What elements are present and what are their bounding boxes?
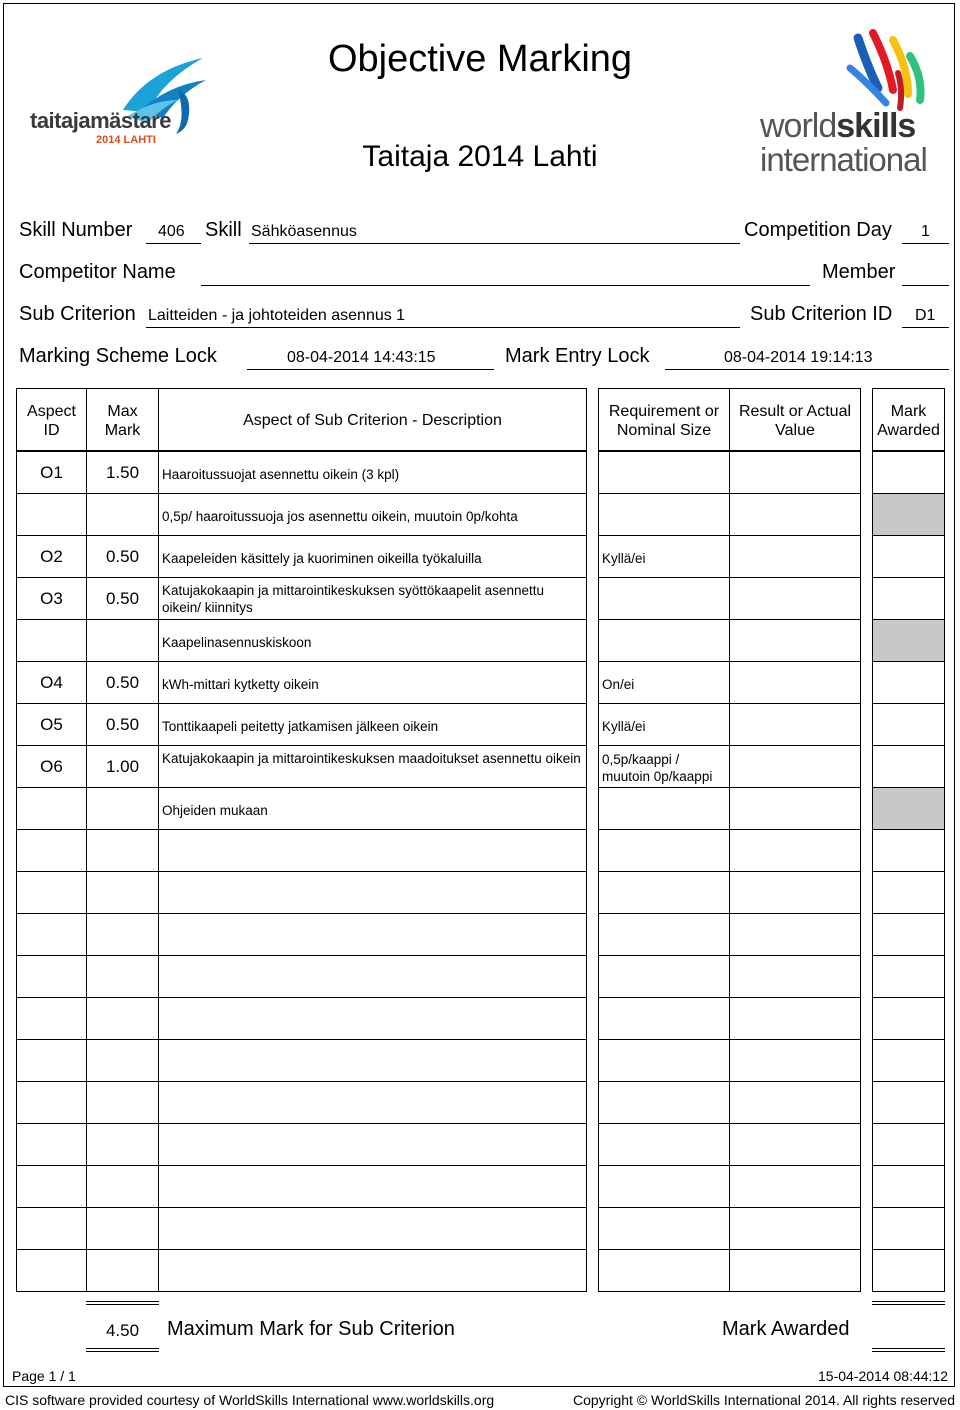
empty-row-aw-cell[interactable] bbox=[872, 913, 945, 956]
row-res-cell[interactable] bbox=[729, 535, 861, 578]
empty-row-desc-cell bbox=[158, 1039, 587, 1082]
empty-row-req-cell bbox=[598, 913, 730, 956]
taitaja-logo-sub: 2014 LAHTI bbox=[96, 134, 156, 146]
empty-row-id-cell bbox=[16, 1207, 87, 1250]
row-req-cell bbox=[598, 493, 730, 536]
row-desc-cell bbox=[158, 577, 587, 620]
header-aspect-id-line1: Aspect bbox=[27, 403, 76, 420]
empty-row-max-cell bbox=[86, 871, 159, 914]
empty-row-req-cell bbox=[598, 1207, 730, 1250]
skill-label: Skill bbox=[205, 219, 242, 241]
empty-row-id-cell bbox=[16, 1249, 87, 1292]
empty-row-id-cell bbox=[16, 1081, 87, 1124]
row-desc-cell bbox=[158, 787, 587, 830]
header-awarded bbox=[872, 388, 945, 451]
row-req-cell bbox=[598, 787, 730, 830]
empty-row-res-cell[interactable] bbox=[729, 913, 861, 956]
mark-entry-lock-label: Mark Entry Lock bbox=[505, 345, 650, 367]
row-aw-cell[interactable] bbox=[872, 451, 945, 494]
mark-entry-lock-value: 08-04-2014 19:14:13 bbox=[724, 349, 873, 366]
header-max-mark-line2: Mark bbox=[104, 422, 141, 439]
skill-underline bbox=[249, 243, 740, 244]
row-req-text: On/ei bbox=[602, 677, 635, 692]
row-max-cell bbox=[86, 661, 159, 704]
empty-row-req-cell bbox=[598, 871, 730, 914]
empty-row-res-cell[interactable] bbox=[729, 829, 861, 872]
row-max-text: 0.50 bbox=[105, 673, 140, 692]
empty-row-id-cell bbox=[16, 871, 87, 914]
empty-row-aw-cell[interactable] bbox=[872, 871, 945, 914]
skill-value: Sähköasennus bbox=[251, 223, 357, 240]
row-id-text: O3 bbox=[40, 589, 63, 608]
empty-row-id-cell bbox=[16, 955, 87, 998]
row-id-text: O5 bbox=[40, 715, 63, 734]
empty-row-desc-cell bbox=[158, 829, 587, 872]
row-max-cell bbox=[86, 703, 159, 746]
row-desc-text: Kaapeleiden käsittely ja kuoriminen oikeilla työkaluilla bbox=[162, 551, 482, 566]
empty-row-max-cell bbox=[86, 1207, 159, 1250]
header-result-line2: Value bbox=[775, 422, 815, 439]
empty-row-max-cell bbox=[86, 1123, 159, 1166]
row-aw-cell[interactable] bbox=[872, 493, 945, 536]
row-desc-text: Tonttikaapeli peitetty jatkamisen jälkeen oikein bbox=[162, 719, 439, 734]
sub-criterion-id-value: D1 bbox=[915, 307, 936, 324]
empty-row-req-cell bbox=[598, 1123, 730, 1166]
header-aspect-id-line2: ID bbox=[43, 422, 60, 439]
empty-row-aw-cell[interactable] bbox=[872, 1123, 945, 1166]
header-result-line1: Result or Actual bbox=[738, 403, 852, 420]
worldskills-logo-skills: skills bbox=[836, 107, 916, 145]
empty-row-max-cell bbox=[86, 829, 159, 872]
empty-row-desc-cell bbox=[158, 955, 587, 998]
empty-row-max-cell bbox=[86, 997, 159, 1040]
worldskills-logo-world: world bbox=[760, 107, 837, 145]
sub-criterion-value: Laitteiden - ja johtoteiden asennus 1 bbox=[148, 307, 406, 324]
page-title: Objective Marking bbox=[327, 38, 633, 80]
empty-row-res-cell[interactable] bbox=[729, 1123, 861, 1166]
row-id-cell bbox=[16, 535, 87, 578]
row-aw-cell[interactable] bbox=[872, 703, 945, 746]
empty-row-req-cell bbox=[598, 1249, 730, 1292]
row-id-text: O6 bbox=[40, 757, 63, 776]
header-requirement-line2: Nominal Size bbox=[616, 422, 712, 439]
empty-row-desc-cell bbox=[158, 1123, 587, 1166]
competition-day-label: Competition Day bbox=[744, 219, 892, 241]
row-max-cell bbox=[86, 493, 159, 536]
sub-criterion-id-underline bbox=[902, 327, 949, 328]
header-requirement-line1: Requirement or bbox=[608, 403, 720, 420]
row-aw-cell[interactable] bbox=[872, 787, 945, 830]
row-max-cell bbox=[86, 451, 159, 494]
print-timestamp: 15-04-2014 08:44:12 bbox=[818, 1368, 948, 1384]
worldskills-logo-line2: international bbox=[760, 141, 927, 178]
summary-total: 4.50 bbox=[105, 1321, 140, 1340]
row-max-text: 1.50 bbox=[105, 463, 140, 482]
row-req-cell bbox=[598, 451, 730, 494]
skill-number-underline bbox=[146, 243, 201, 244]
row-id-cell bbox=[16, 787, 87, 830]
row-aw-cell[interactable] bbox=[872, 577, 945, 620]
row-req-text: Kyllä/ei bbox=[602, 551, 646, 566]
row-res-cell[interactable] bbox=[729, 619, 861, 662]
empty-row-desc-cell bbox=[158, 997, 587, 1040]
empty-row-res-cell[interactable] bbox=[729, 997, 861, 1040]
competition-day-value: 1 bbox=[921, 223, 930, 240]
header-max-mark bbox=[86, 388, 159, 451]
empty-row-id-cell bbox=[16, 913, 87, 956]
empty-row-max-cell bbox=[86, 1081, 159, 1124]
empty-row-desc-cell bbox=[158, 1249, 587, 1292]
empty-row-aw-cell[interactable] bbox=[872, 997, 945, 1040]
empty-row-req-cell bbox=[598, 1039, 730, 1082]
empty-row-max-cell bbox=[86, 1039, 159, 1082]
competition-day-underline bbox=[902, 243, 949, 244]
empty-row-desc-cell bbox=[158, 871, 587, 914]
empty-row-aw-cell[interactable] bbox=[872, 1081, 945, 1124]
empty-row-res-cell[interactable] bbox=[729, 1165, 861, 1208]
row-req-text: Kyllä/ei bbox=[602, 719, 646, 734]
empty-row-res-cell[interactable] bbox=[729, 1249, 861, 1292]
row-req-cell bbox=[598, 661, 730, 704]
row-aw-cell[interactable] bbox=[872, 619, 945, 662]
header-result bbox=[729, 388, 861, 451]
row-desc-cell bbox=[158, 745, 587, 788]
header-awarded-line1: Mark bbox=[890, 403, 927, 420]
skill-number-value: 406 bbox=[158, 223, 185, 240]
empty-row-aw-cell[interactable] bbox=[872, 829, 945, 872]
empty-row-req-cell bbox=[598, 997, 730, 1040]
row-req-cell bbox=[598, 535, 730, 578]
copyright: Copyright © WorldSkills International 2014. All rights reserved bbox=[572, 1392, 955, 1408]
row-desc-text: Haaroitussuojat asennettu oikein (3 kpl) bbox=[162, 467, 400, 482]
row-res-cell[interactable] bbox=[729, 451, 861, 494]
empty-row-res-cell[interactable] bbox=[729, 1039, 861, 1082]
summary-total-rule-bottom bbox=[86, 1348, 159, 1352]
marking-scheme-lock-label: Marking Scheme Lock bbox=[19, 345, 217, 367]
row-max-text: 0.50 bbox=[105, 547, 140, 566]
empty-row-req-cell bbox=[598, 829, 730, 872]
header-max-mark-line1: Max bbox=[107, 403, 138, 420]
empty-row-res-cell[interactable] bbox=[729, 1081, 861, 1124]
row-req-text: 0,5p/kaappi / muutoin 0p/kaappi bbox=[602, 752, 713, 784]
summary-total-rule-top bbox=[86, 1301, 159, 1305]
empty-row-id-cell bbox=[16, 1165, 87, 1208]
row-desc-cell bbox=[158, 493, 587, 536]
marking-scheme-lock-underline bbox=[247, 369, 494, 370]
software-credit: CIS software provided courtesy of WorldSkills International www.worldskills.org bbox=[5, 1392, 495, 1408]
empty-row-aw-cell[interactable] bbox=[872, 1249, 945, 1292]
page-number: Page 1 / 1 bbox=[12, 1368, 76, 1384]
row-desc-text: Ohjeiden mukaan bbox=[162, 803, 268, 818]
member-label: Member bbox=[822, 261, 896, 283]
empty-row-desc-cell bbox=[158, 913, 587, 956]
sub-criterion-id-label: Sub Criterion ID bbox=[750, 303, 893, 325]
sub-criterion-underline bbox=[146, 327, 740, 328]
empty-row-id-cell bbox=[16, 829, 87, 872]
row-desc-text: 0,5p/ haaroitussuoja jos asennettu oikein, muutoin 0p/kohta bbox=[162, 509, 518, 524]
page-subtitle: Taitaja 2014 Lahti bbox=[362, 140, 598, 173]
row-res-cell[interactable] bbox=[729, 493, 861, 536]
skill-number-label: Skill Number bbox=[19, 219, 133, 241]
summary-awarded-label: Mark Awarded bbox=[722, 1318, 850, 1340]
competitor-name-underline bbox=[201, 285, 810, 286]
row-desc-cell bbox=[158, 703, 587, 746]
summary-awarded-rule-bottom bbox=[872, 1348, 945, 1352]
row-max-cell bbox=[86, 535, 159, 578]
empty-row-req-cell bbox=[598, 1081, 730, 1124]
row-req-cell bbox=[598, 619, 730, 662]
row-id-cell bbox=[16, 493, 87, 536]
row-max-cell bbox=[86, 745, 159, 788]
row-id-cell bbox=[16, 577, 87, 620]
row-req-cell bbox=[598, 703, 730, 746]
empty-row-aw-cell[interactable] bbox=[872, 1165, 945, 1208]
row-req-cell bbox=[598, 577, 730, 620]
sub-criterion-label: Sub Criterion bbox=[19, 303, 136, 325]
taitaja-logo-text: taitajamästare bbox=[30, 108, 171, 133]
row-max-text: 0.50 bbox=[105, 715, 140, 734]
worldskills-logo-line1 bbox=[760, 108, 915, 144]
empty-row-desc-cell bbox=[158, 1165, 587, 1208]
row-desc-cell bbox=[158, 619, 587, 662]
mark-entry-lock-underline bbox=[665, 369, 949, 370]
row-id-text: O1 bbox=[40, 463, 63, 482]
header-awarded-line2: Awarded bbox=[877, 422, 940, 439]
empty-row-max-cell bbox=[86, 913, 159, 956]
empty-row-id-cell bbox=[16, 1123, 87, 1166]
empty-row-id-cell bbox=[16, 1039, 87, 1082]
summary-max-label: Maximum Mark for Sub Criterion bbox=[167, 1318, 455, 1340]
row-desc-text: Kaapelinasennuskiskoon bbox=[162, 635, 312, 650]
row-max-text: 1.00 bbox=[105, 757, 140, 776]
row-res-cell[interactable] bbox=[729, 787, 861, 830]
empty-row-res-cell[interactable] bbox=[729, 955, 861, 998]
empty-row-res-cell[interactable] bbox=[729, 871, 861, 914]
empty-row-req-cell bbox=[598, 1165, 730, 1208]
row-aw-cell[interactable] bbox=[872, 745, 945, 788]
empty-row-aw-cell[interactable] bbox=[872, 955, 945, 998]
empty-row-desc-cell bbox=[158, 1207, 587, 1250]
empty-row-req-cell bbox=[598, 955, 730, 998]
row-res-cell[interactable] bbox=[729, 661, 861, 704]
row-max-cell bbox=[86, 787, 159, 830]
empty-row-res-cell[interactable] bbox=[729, 1207, 861, 1250]
empty-row-id-cell bbox=[16, 997, 87, 1040]
summary-awarded-rule-top bbox=[872, 1301, 945, 1305]
empty-row-max-cell bbox=[86, 1165, 159, 1208]
row-desc-cell bbox=[158, 661, 587, 704]
row-id-cell bbox=[16, 619, 87, 662]
row-aw-cell[interactable] bbox=[872, 661, 945, 704]
row-max-cell bbox=[86, 577, 159, 620]
empty-row-aw-cell[interactable] bbox=[872, 1039, 945, 1082]
row-id-cell bbox=[16, 661, 87, 704]
row-res-cell[interactable] bbox=[729, 577, 861, 620]
row-res-cell[interactable] bbox=[729, 703, 861, 746]
header-description-text: Aspect of Sub Criterion - Description bbox=[243, 412, 502, 429]
row-max-cell bbox=[86, 619, 159, 662]
row-desc-text: kWh-mittari kytketty oikein bbox=[162, 677, 319, 692]
empty-row-desc-cell bbox=[158, 1081, 587, 1124]
header-requirement bbox=[598, 388, 730, 451]
row-id-cell bbox=[16, 745, 87, 788]
empty-row-aw-cell[interactable] bbox=[872, 1207, 945, 1250]
header-description bbox=[158, 388, 587, 451]
row-req-cell bbox=[598, 745, 730, 788]
row-res-cell[interactable] bbox=[729, 745, 861, 788]
row-desc-text: Katujakokaapin ja mittarointikeskuksen syöttökaapelit asennettu oikein/ kiinnitys bbox=[162, 583, 544, 615]
row-aw-cell[interactable] bbox=[872, 535, 945, 578]
header-aspect-id bbox=[16, 388, 87, 451]
row-id-cell bbox=[16, 703, 87, 746]
row-id-text: O2 bbox=[40, 547, 63, 566]
empty-row-max-cell bbox=[86, 955, 159, 998]
row-id-text: O4 bbox=[40, 673, 63, 692]
row-max-text: 0.50 bbox=[105, 589, 140, 608]
member-underline bbox=[902, 285, 949, 286]
marking-scheme-lock-value: 08-04-2014 14:43:15 bbox=[287, 349, 436, 366]
competitor-name-label: Competitor Name bbox=[19, 261, 176, 283]
row-desc-cell bbox=[158, 451, 587, 494]
empty-row-max-cell bbox=[86, 1249, 159, 1292]
row-desc-text: Katujakokaapin ja mittarointikeskuksen maadoitukset asennettu oikein bbox=[162, 751, 581, 766]
row-id-cell bbox=[16, 451, 87, 494]
row-desc-cell bbox=[158, 535, 587, 578]
